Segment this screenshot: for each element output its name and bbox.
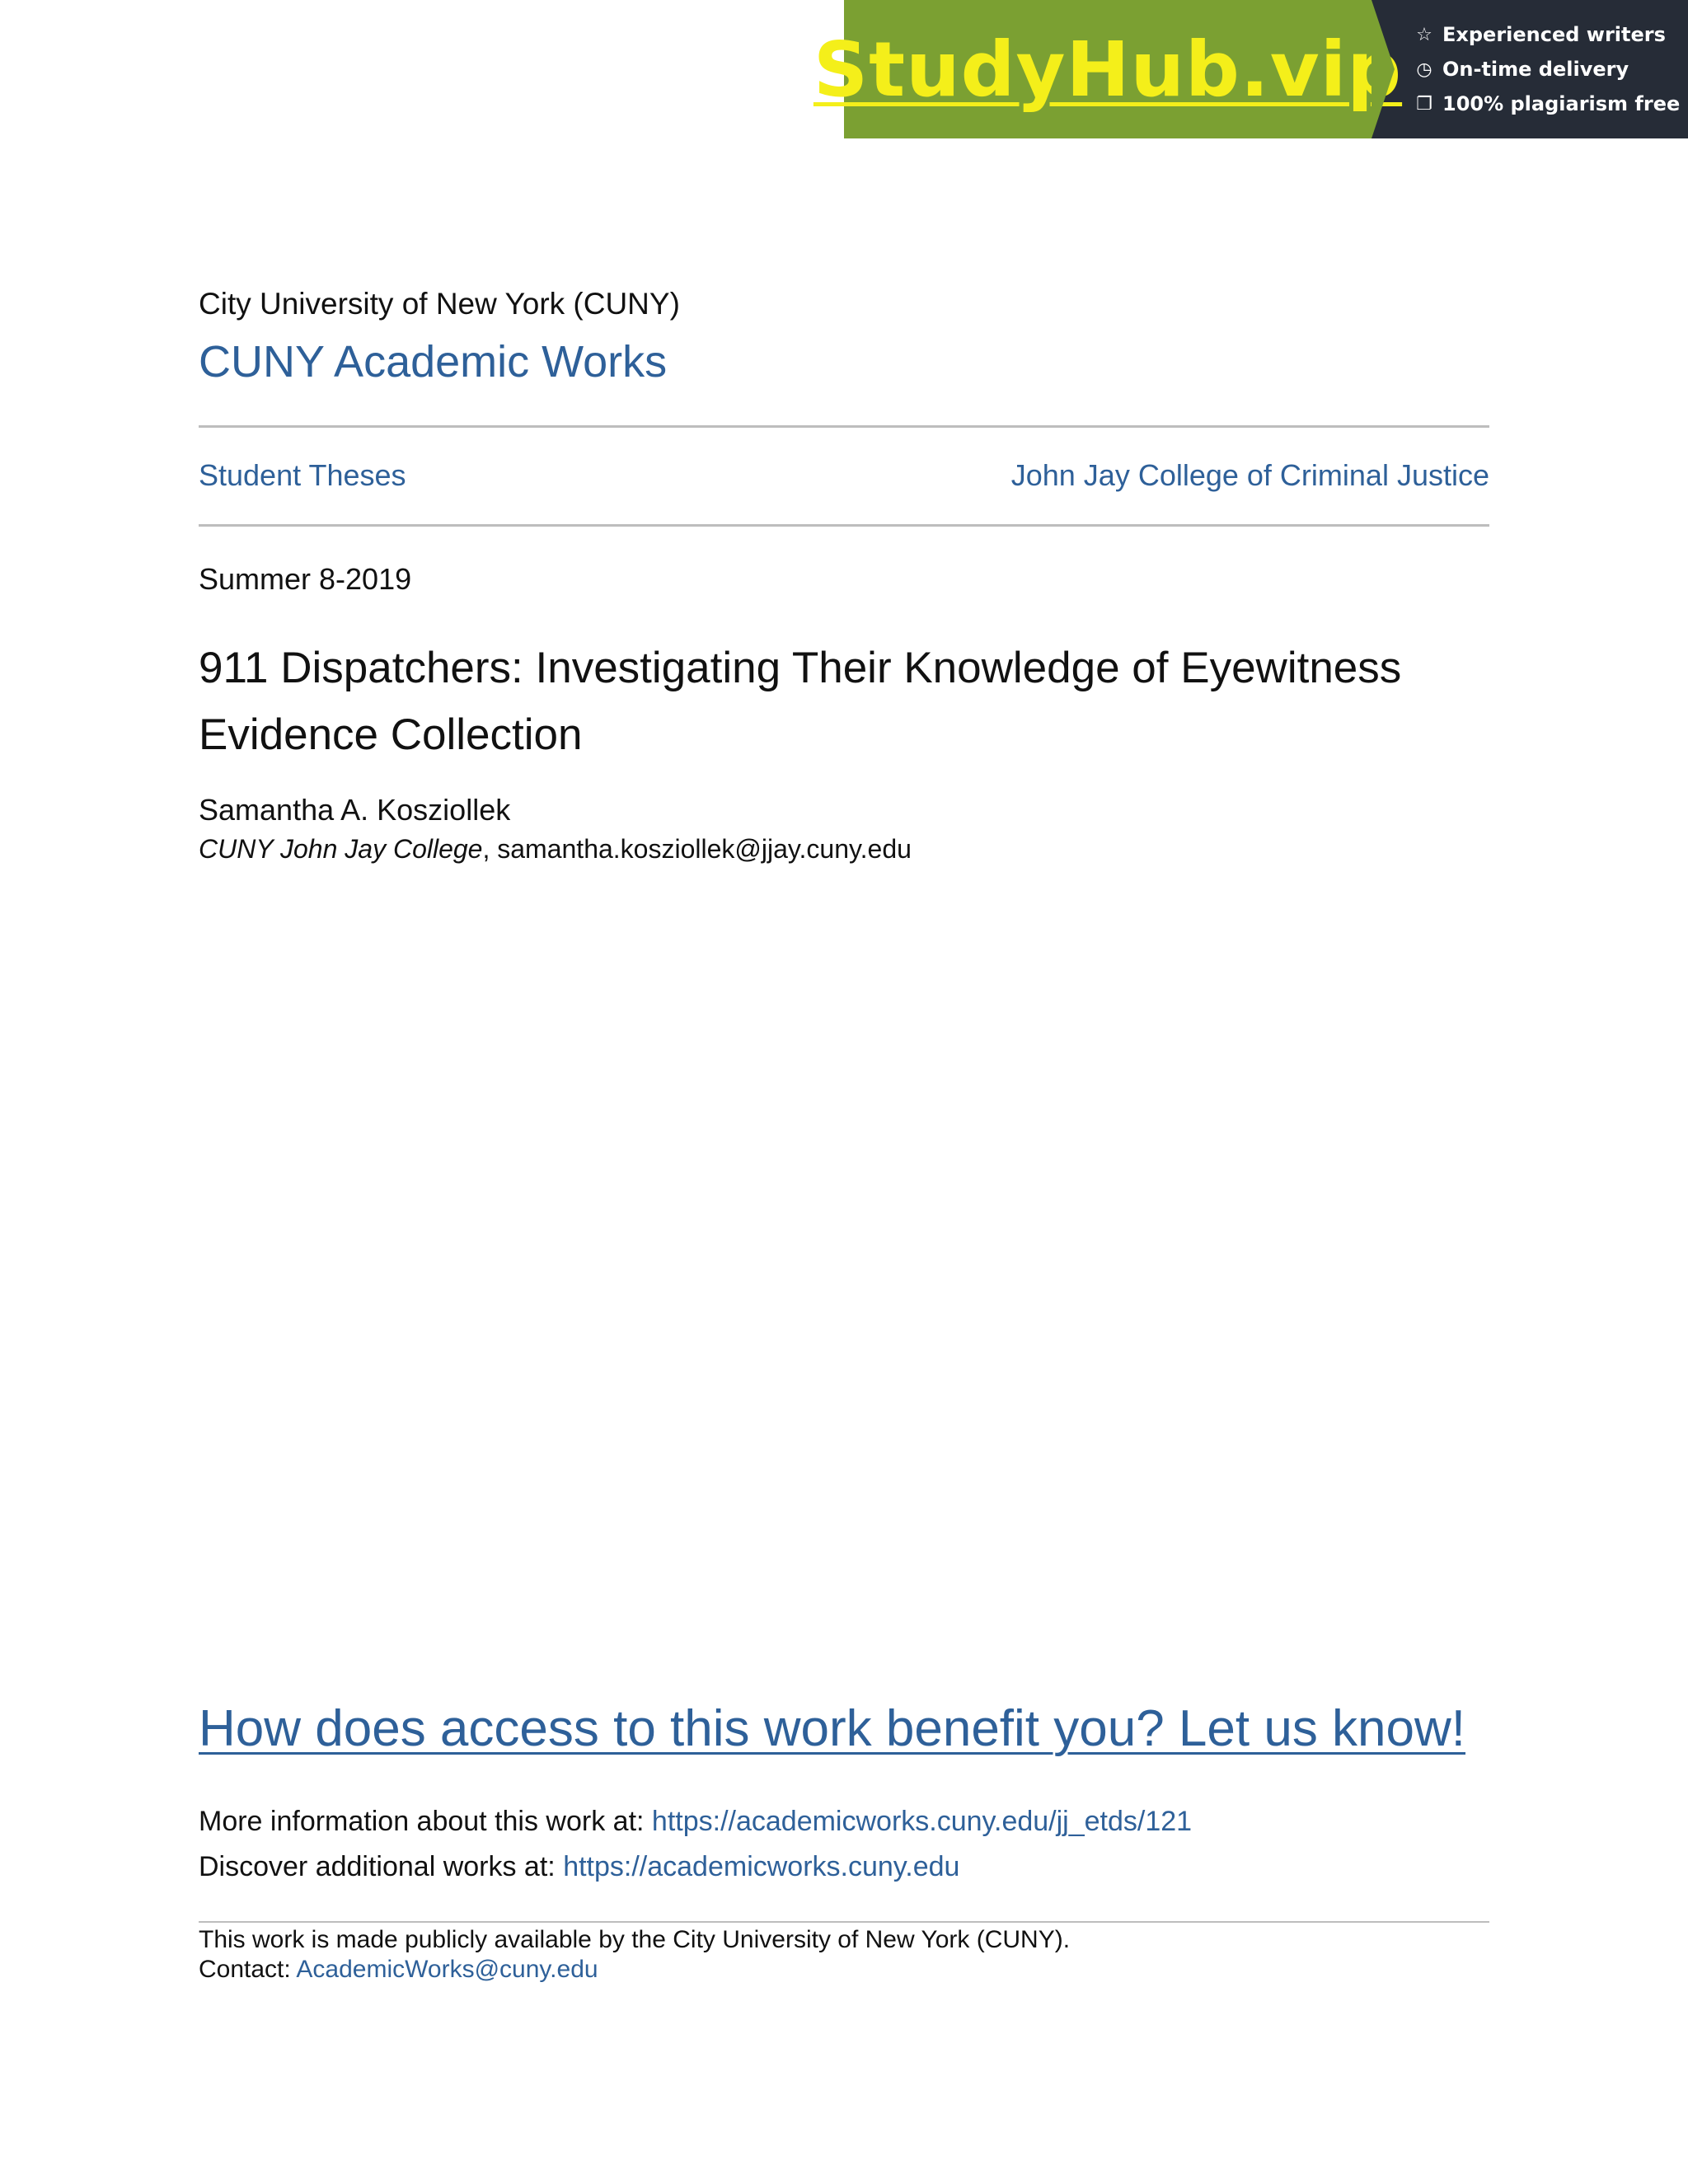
star-icon: ☆ [1416,24,1432,45]
divider [199,1921,1489,1923]
author-name: Samantha A. Kosziollek [199,793,511,827]
banner-features [1372,0,1688,138]
feature-experienced-writers [1413,20,1688,49]
clock-icon: ◷ [1416,59,1432,80]
studyhub-logo-text: StudyHub.vip [813,25,1403,114]
feedback-link[interactable]: How does access to this work benefit you? Let us know! [199,1700,1466,1757]
more-info-label: More information about this work at: [199,1806,652,1837]
work-url-link[interactable]: https://academicworks.cuny.edu/jj_etds/121 [651,1806,1193,1837]
copy-icon: ❐ [1416,93,1432,115]
studyhub-banner[interactable] [813,0,1688,138]
document-title: 911 Dispatchers: Investigating Their Knowledge of Eyewitness Evidence Collection [199,644,1402,759]
studyhub-logo[interactable] [813,0,1403,138]
divider [199,425,1489,428]
more-info-line [199,1806,1192,1838]
feature-label: On-time delivery [1442,58,1629,81]
discover-line [199,1851,959,1883]
institution-name: City University of New York (CUNY) [199,287,680,321]
feature-label: Experienced writers [1442,23,1666,46]
availability-note: This work is made publicly available by the City University of New York (CUNY). [199,1926,1071,1953]
discover-label: Discover additional works at: [199,1851,564,1882]
contact-label: Contact: [199,1956,297,1983]
series-link[interactable]: Student Theses [199,458,406,492]
repository-link[interactable]: CUNY Academic Works [199,337,668,387]
affiliation-institution: CUNY John Jay College [199,834,483,864]
divider [199,524,1489,527]
contact-line [199,1956,598,1984]
discover-url-link[interactable]: https://academicworks.cuny.edu [563,1851,960,1882]
affiliation-email: , samantha.kosziollek@jjay.cuny.edu [482,834,912,864]
college-link[interactable]: John Jay College of Criminal Justice [1010,458,1489,492]
feature-label: 100% plagiarism free [1442,92,1681,115]
publication-date: Summer 8-2019 [199,562,412,596]
author-affiliation [199,834,912,865]
contact-email-link[interactable]: AcademicWorks@cuny.edu [296,1956,598,1983]
feature-plagiarism-free [1413,89,1688,119]
feature-on-time-delivery [1413,54,1688,84]
